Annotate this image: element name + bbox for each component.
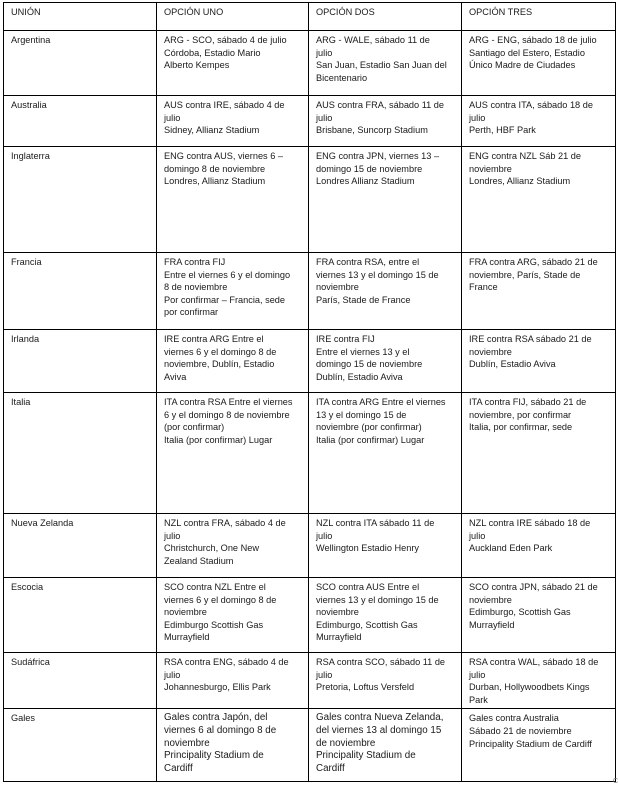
header-option-two: OPCIÓN DOS <box>309 3 462 31</box>
union-cell: Inglaterra <box>4 147 157 253</box>
cell-option-two <box>309 253 462 330</box>
table-row <box>4 653 616 709</box>
cell-line: Entre el viernes 6 y el domingo <box>164 269 291 280</box>
cell-line: Murrayfield <box>316 632 362 643</box>
cell-line: ENG contra NZL Sáb 21 de <box>469 151 582 161</box>
cell-option-two <box>309 330 462 393</box>
cell-option-three <box>462 31 616 96</box>
cell-line: Auckland Eden Park <box>469 543 553 554</box>
cell-line: Gales contra Australia <box>469 713 559 724</box>
cell-line: Córdoba, Estadio Mario <box>164 47 261 58</box>
cell-line: noviembre, por confirmar <box>469 409 572 420</box>
cell-line: Zealand Stadium <box>164 555 234 566</box>
cell-line: Brisbane, Suncorp Stadium <box>316 125 428 136</box>
cell-option-one <box>157 147 309 253</box>
cell-line: Perth, HBF Park <box>469 125 536 136</box>
cell-line: Cardiff <box>316 762 345 774</box>
page-edge-mark: C <box>613 778 618 785</box>
cell-line: París, Stade de France <box>316 294 411 305</box>
cell-line: NZL contra ITA sábado 11 de <box>316 518 435 528</box>
union-cell: Italia <box>4 393 157 514</box>
table-header <box>4 3 616 31</box>
cell-line: AUS contra FRA, sábado 11 de <box>316 100 445 110</box>
header-option-three: OPCIÓN TRES <box>462 3 616 31</box>
cell-line: julio <box>316 530 333 541</box>
table-row <box>4 31 616 96</box>
union-cell: Francia <box>4 253 157 330</box>
cell-line: julio <box>469 112 486 123</box>
cell-line: Principality Stadium de <box>164 750 264 762</box>
cell-line: Londres Allianz Stadium <box>316 176 415 187</box>
cell-option-two <box>309 31 462 96</box>
cell-line: Pretoria, Loftus Versfeld <box>316 682 415 693</box>
cell-option-three <box>462 330 616 393</box>
cell-line: Dublín, Estadio Aviva <box>469 359 556 370</box>
cell-line: julio <box>164 530 181 541</box>
cell-line: Gales contra Japón, del <box>164 712 268 724</box>
cell-line: Aviva <box>164 371 187 382</box>
cell-line: noviembre <box>164 737 210 749</box>
cell-line: Christchurch, One New <box>164 543 259 554</box>
cell-line: FRA contra FIJ <box>164 257 226 267</box>
cell-option-three <box>462 96 616 147</box>
cell-line: viernes 6 y el domingo 8 de <box>164 346 277 357</box>
cell-line: Gales contra Nueva Zelanda, <box>316 712 444 724</box>
cell-line: noviembre (por confirmar) <box>316 422 422 433</box>
cell-line: noviembre <box>316 607 359 618</box>
table-row <box>4 96 616 147</box>
cell-option-two <box>309 96 462 147</box>
cell-line: ENG contra AUS, viernes 6 – <box>164 151 283 161</box>
union-cell: Australia <box>4 96 157 147</box>
union-cell: Nueva Zelanda <box>4 514 157 578</box>
cell-line: Italia (por confirmar) Lugar <box>316 434 425 445</box>
cell-option-one <box>157 31 309 96</box>
cell-line: Murrayfield <box>164 632 210 643</box>
cell-line: Entre el viernes 13 y el <box>316 346 410 357</box>
cell-line: Dublín, Estadio Aviva <box>316 371 403 382</box>
cell-line: Principality Stadium de <box>316 750 416 762</box>
cell-line: ENG contra JPN, viernes 13 – <box>316 151 440 161</box>
union-cell: Gales <box>4 709 157 782</box>
cell-line: RSA contra SCO, sábado 11 de <box>316 657 446 667</box>
cell-option-two <box>309 147 462 253</box>
cell-line: Bicentenario <box>316 72 368 83</box>
cell-line: julio <box>316 47 333 58</box>
cell-line: Londres, Allianz Stadium <box>469 176 571 187</box>
cell-line: domingo 15 de noviembre <box>316 359 423 370</box>
cell-option-two <box>309 709 462 782</box>
cell-line: noviembre <box>469 346 512 357</box>
table-body <box>4 31 616 782</box>
header-option-one: OPCIÓN UNO <box>157 3 309 31</box>
cell-option-two <box>309 393 462 514</box>
cell-line: SCO contra JPN, sábado 21 de <box>469 582 598 592</box>
cell-line: RSA contra ENG, sábado 4 de <box>164 657 289 667</box>
cell-option-two <box>309 653 462 709</box>
cell-option-three <box>462 393 616 514</box>
cell-line: noviembre <box>164 607 207 618</box>
fixtures-table <box>3 2 616 782</box>
cell-line: AUS contra IRE, sábado 4 de <box>164 100 285 110</box>
cell-line: ARG - WALE, sábado 11 de <box>316 35 430 45</box>
cell-line: julio <box>164 112 181 123</box>
cell-line: Edimburgo, Scottish Gas <box>316 619 418 630</box>
cell-option-three <box>462 514 616 578</box>
cell-option-two <box>309 514 462 578</box>
union-cell: Escocia <box>4 578 157 653</box>
header-union: UNIÓN <box>4 3 157 31</box>
cell-option-one <box>157 514 309 578</box>
cell-line: ARG - ENG, sábado 18 de julio <box>469 35 597 45</box>
cell-line: julio <box>316 669 333 680</box>
cell-option-one <box>157 96 309 147</box>
union-cell: Sudáfrica <box>4 653 157 709</box>
cell-line: julio <box>316 112 333 123</box>
cell-line: Sábado 21 de noviembre <box>469 725 572 736</box>
cell-line: viernes 13 y el domingo 15 de <box>316 269 439 280</box>
cell-option-two <box>309 578 462 653</box>
cell-line: FRA contra ARG, sábado 21 de <box>469 257 598 267</box>
cell-line: noviembre <box>469 163 512 174</box>
cell-line: Italia (por confirmar) Lugar <box>164 434 273 445</box>
cell-line: NZL contra FRA, sábado 4 de <box>164 518 286 528</box>
cell-line: FRA contra RSA, entre el <box>316 257 420 267</box>
cell-line: noviembre, París, Stade de <box>469 269 581 280</box>
cell-line: RSA contra WAL, sábado 18 de <box>469 657 599 667</box>
cell-line: noviembre <box>316 282 359 293</box>
cell-option-one <box>157 578 309 653</box>
union-cell: Argentina <box>4 31 157 96</box>
cell-line: viernes 6 al domingo 8 de <box>164 724 277 736</box>
cell-line: 13 y el domingo 15 de <box>316 409 407 420</box>
cell-line: domingo 15 de noviembre <box>316 163 423 174</box>
cell-line: julio <box>164 669 181 680</box>
union-cell: Irlanda <box>4 330 157 393</box>
cell-line: Único Madre de Ciudades <box>469 60 576 71</box>
cell-line: noviembre, Dublín, Estadio <box>164 359 275 370</box>
cell-line: viernes 13 y el domingo 15 de <box>316 594 439 605</box>
cell-line: ARG - SCO, sábado 4 de julio <box>164 35 287 45</box>
cell-option-one <box>157 709 309 782</box>
cell-line: Por confirmar – Francia, sede <box>164 294 286 305</box>
cell-line: por confirmar <box>164 307 219 318</box>
cell-line: 6 y el domingo 8 de noviembre <box>164 409 290 420</box>
cell-line: Murrayfield <box>469 619 515 630</box>
cell-line: IRE contra FIJ <box>316 334 375 344</box>
cell-line: Santiago del Estero, Estadio <box>469 47 585 58</box>
cell-option-one <box>157 653 309 709</box>
table-row <box>4 578 616 653</box>
table-row <box>4 514 616 578</box>
cell-line: (por confirmar) <box>164 422 225 433</box>
cell-line: SCO contra NZL Entre el <box>164 582 266 592</box>
cell-option-three <box>462 147 616 253</box>
cell-line: Principality Stadium de Cardiff <box>469 738 592 749</box>
cell-line: Sidney, Allianz Stadium <box>164 125 260 136</box>
cell-line: ITA contra FIJ, sábado 21 de <box>469 397 587 407</box>
cell-line: AUS contra ITA, sábado 18 de <box>469 100 593 110</box>
cell-line: Johannesburgo, Ellis Park <box>164 682 271 693</box>
cell-line: Londres, Allianz Stadium <box>164 176 266 187</box>
cell-line: Edimburgo, Scottish Gas <box>469 607 571 618</box>
table-row <box>4 253 616 330</box>
cell-line: ITA contra ARG Entre el viernes <box>316 397 446 407</box>
cell-line: France <box>469 282 498 293</box>
cell-option-three <box>462 653 616 709</box>
cell-line: Alberto Kempes <box>164 60 230 71</box>
table-row <box>4 709 616 782</box>
table-row <box>4 330 616 393</box>
cell-option-three <box>462 578 616 653</box>
cell-line: julio <box>469 530 486 541</box>
table-row <box>4 393 616 514</box>
cell-line: San Juan, Estadio San Juan del <box>316 60 447 71</box>
cell-line: Durban, Hollywoodbets Kings <box>469 682 590 693</box>
cell-line: Cardiff <box>164 762 193 774</box>
header-row <box>4 3 616 31</box>
table-row <box>4 147 616 253</box>
cell-line: Italia, por confirmar, sede <box>469 422 573 433</box>
cell-line: del viernes 13 al domingo 15 <box>316 724 442 736</box>
cell-line: 8 de noviembre <box>164 282 228 293</box>
cell-line: viernes 6 y el domingo 8 de <box>164 594 277 605</box>
cell-line: julio <box>469 669 486 680</box>
cell-option-one <box>157 330 309 393</box>
cell-option-one <box>157 253 309 330</box>
cell-line: ITA contra RSA Entre el viernes <box>164 397 293 407</box>
cell-option-three <box>462 709 616 782</box>
cell-line: Edimburgo Scottish Gas <box>164 619 264 630</box>
cell-line: Park <box>469 694 488 705</box>
cell-line: SCO contra AUS Entre el <box>316 582 420 592</box>
cell-option-three <box>462 253 616 330</box>
cell-line: Wellington Estadio Henry <box>316 543 419 554</box>
cell-line: domingo 8 de noviembre <box>164 163 266 174</box>
cell-line: IRE contra RSA sábado 21 de <box>469 334 592 344</box>
cell-line: IRE contra ARG Entre el <box>164 334 264 344</box>
cell-line: noviembre <box>469 594 512 605</box>
cell-line: de noviembre <box>316 737 376 749</box>
cell-option-one <box>157 393 309 514</box>
cell-line: NZL contra IRE sábado 18 de <box>469 518 591 528</box>
